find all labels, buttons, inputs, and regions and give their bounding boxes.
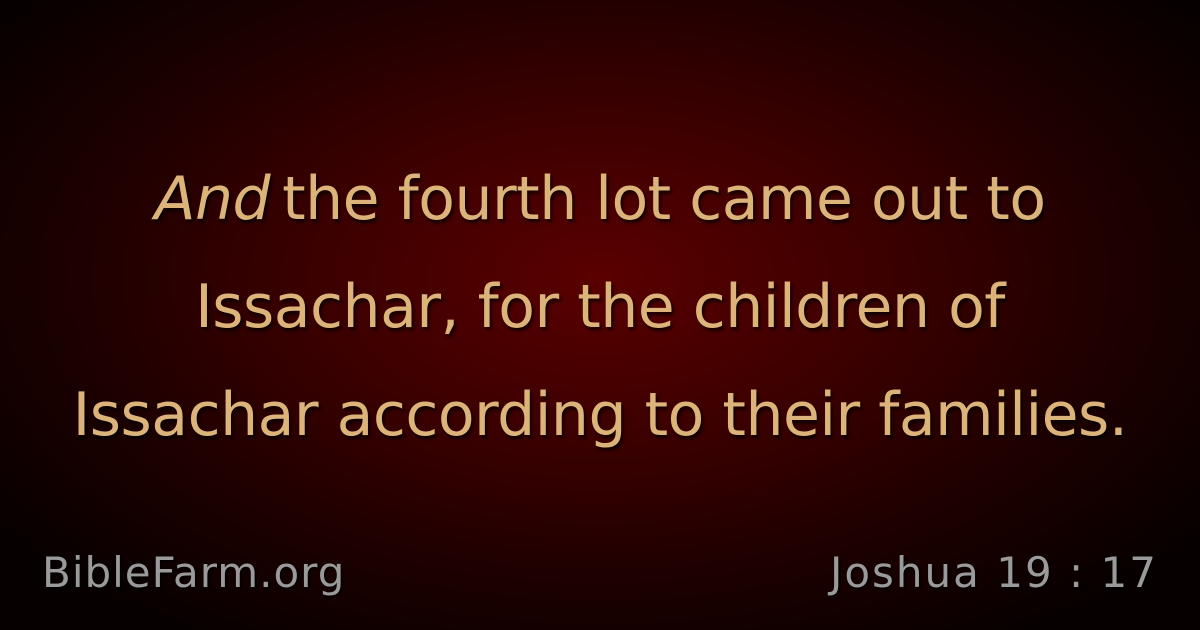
verse-lead-word: And	[154, 164, 271, 234]
verse-reference: Joshua 19 : 17	[829, 548, 1158, 597]
site-name: BibleFarm.org	[42, 548, 346, 597]
verse-line-3: Issachar according to their families.	[72, 380, 1128, 450]
verse-text	[20, 145, 1180, 469]
verse-line-1	[20, 145, 1180, 253]
verse-line-2: Issachar, for the children of	[195, 272, 1005, 342]
verse-line-1-rest: the fourth lot came out to	[282, 164, 1046, 234]
